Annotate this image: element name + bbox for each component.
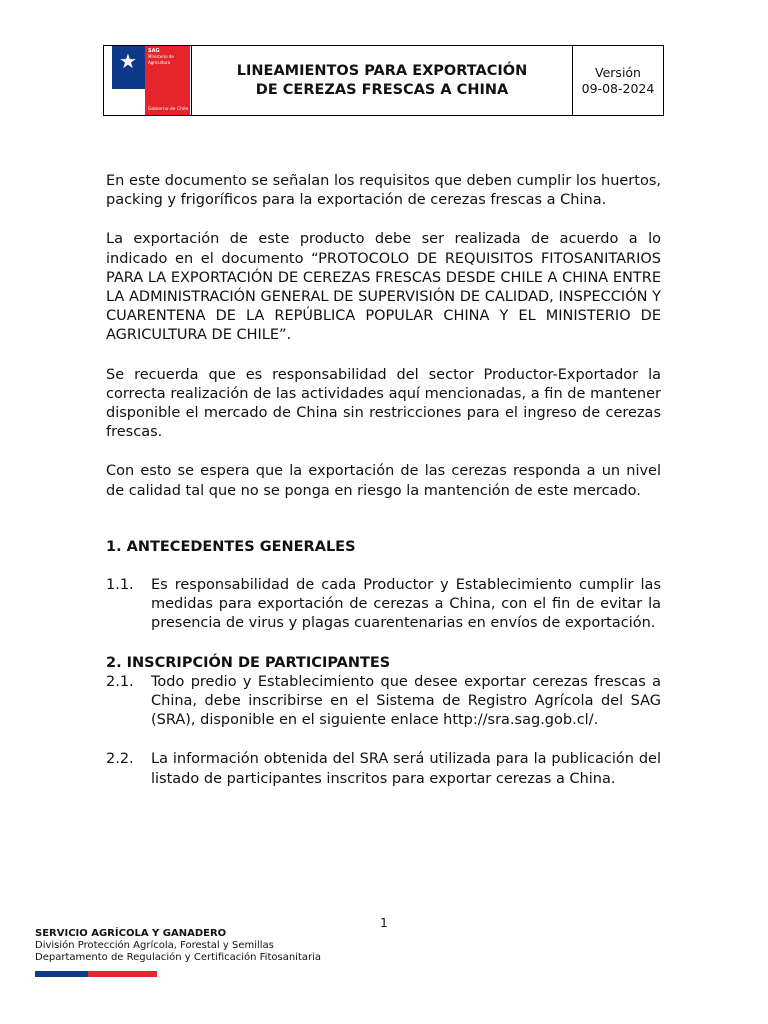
intro-paragraph-1: En este documento se señalan los requisitos que deben cumplir los huertos, packing y frigoríficos para la exportación de cerezas frescas a China. bbox=[106, 173, 661, 209]
item-number: 2.1. bbox=[106, 673, 134, 690]
item-text: Es responsabilidad de cada Productor y Establecimiento cumplir las medidas para exportación de cerezas a China, con el fin de evitar la presencia de virus y plagas cuarentenarias en envíos de exportación. bbox=[151, 577, 661, 632]
footer-division: División Protección Agrícola, Forestal y Semillas bbox=[35, 940, 274, 951]
logo-cell bbox=[104, 46, 192, 115]
version-label: Versión bbox=[595, 64, 641, 80]
logo-org-text: SAG Ministerio de Agricultura bbox=[148, 48, 174, 65]
footer-department: Departamento de Regulación y Certificación Fitosanitaria bbox=[35, 952, 322, 963]
footer-color-bar bbox=[35, 971, 157, 977]
item-text: La información obtenida del SRA será utilizada para la publicación del listado de participantes inscritos para exportar cerezas a China. bbox=[151, 751, 661, 787]
sag-logo bbox=[112, 46, 190, 115]
list-item bbox=[106, 750, 661, 788]
page-number: 1 bbox=[380, 916, 388, 930]
list-item bbox=[106, 673, 661, 731]
item-text: Todo predio y Establecimiento que desee exportar cerezas frescas a China, debe inscribirse en el Sistema de Registro Agrícola del SAG (SRA), disponible en el siguiente enlace http://sra.sag.gob.cl/. bbox=[151, 673, 661, 729]
document-title: LINEAMIENTOS PARA EXPORTACIÓN DE CEREZAS FRESCAS A CHINA bbox=[192, 46, 573, 115]
version-box bbox=[573, 46, 663, 115]
document-header bbox=[103, 45, 664, 116]
footer bbox=[35, 928, 321, 964]
item-number: 1.1. bbox=[106, 577, 134, 594]
section-2-heading: 2. INSCRIPCIÓN DE PARTICIPANTES bbox=[106, 654, 391, 671]
intro-paragraph-2: La exportación de este producto debe ser realizada de acuerdo a lo indicado en el documento “PROTOCOLO DE REQUISITOS FITOSANITARIOS PARA LA EXPORTACIÓN DE CEREZAS FRESCAS DESDE CHILE A CHINA ENTRE LA ADMINISTRACIÓN GENERAL DE SUPERVISIÓN DE CALIDAD, INSPECCIÓN Y CUARENTENA DE LA REPÚBLICA POPULAR CHINA Y EL MINISTERIO DE AGRICULTURA DE CHILE”. bbox=[106, 231, 661, 344]
section-1-heading: 1. ANTECEDENTES GENERALES bbox=[106, 538, 356, 555]
coat-of-arms-icon: ★ bbox=[119, 49, 137, 73]
intro-paragraph-3: Se recuerda que es responsabilidad del sector Productor-Exportador la correcta realización de las actividades aquí mencionadas, a fin de mantener disponible el mercado de China sin restricciones para el ingreso de cerezas frescas. bbox=[106, 366, 661, 441]
logo-government-text: Gobierno de Chile bbox=[148, 107, 189, 112]
item-number: 2.2. bbox=[106, 751, 134, 768]
version-date: 09-08-2024 bbox=[581, 80, 655, 96]
list-item bbox=[106, 576, 661, 634]
intro-paragraph-4: Con esto se espera que la exportación de las cerezas responda a un nivel de calidad tal que no se ponga en riesgo la mantención de este mercado. bbox=[106, 463, 661, 499]
document-body bbox=[106, 172, 661, 789]
footer-org: SERVICIO AGRÍCOLA Y GANADERO bbox=[35, 928, 227, 939]
